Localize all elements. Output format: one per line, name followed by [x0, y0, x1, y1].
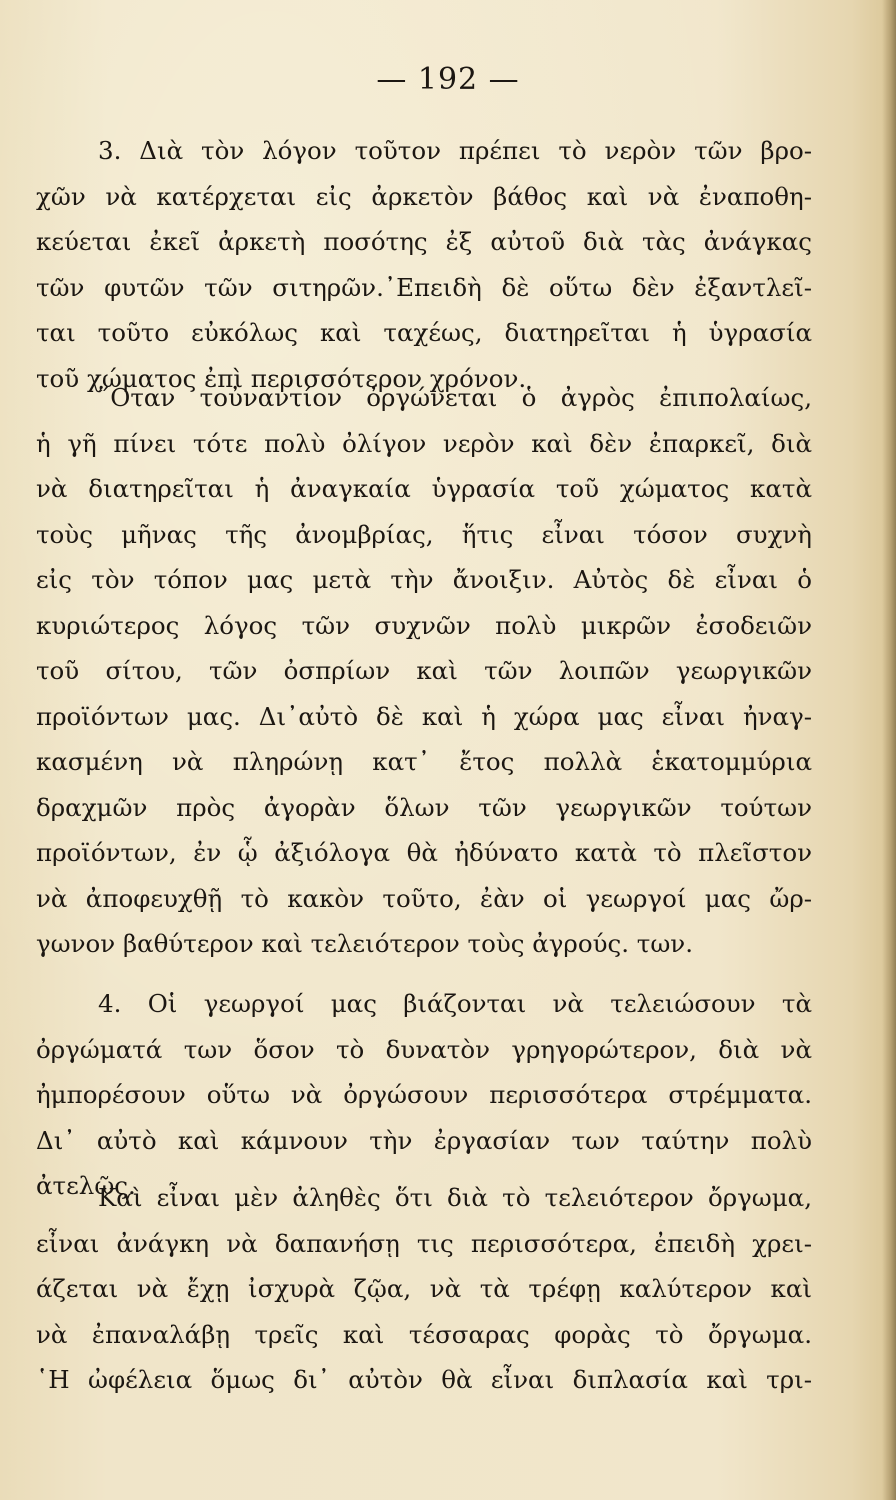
text-line: άζεται νὰ ἔχῃ ἰσχυρὰ ζῷα, νὰ τὰ τρέφῃ καλύτερον καὶ — [36, 1274, 812, 1303]
text-line: ἡ γῆ πίνει τότε πολὺ ὀλίγον νερὸν καὶ δὲν ἐπαρκεῖ, διὰ — [36, 428, 812, 458]
page-number: — 192 — — [376, 62, 520, 97]
text-line: κασμένη νὰ πληρώνῃ κατ᾿ ἔτος πολλὰ ἑκατομμύρια — [36, 747, 812, 776]
text-line: δραχμῶν πρὸς ἀγορὰν ὅλων τῶν γεωργικῶν τούτων — [36, 792, 812, 822]
text-line: τοῦ χώματος ἐπὶ περισσότερον χρόνον. — [36, 363, 527, 393]
text-line: ῾Η ὠφέλεια ὅμως δι᾿ αὐτὸν θὰ εἶναι διπλασία καὶ τρι- — [36, 1365, 812, 1394]
text-line: ὀργώματά των ὅσον τὸ δυνατὸν γρηγορώτερον, διὰ νὰ — [36, 1034, 812, 1064]
text-line: γωνον βαθύτερον καὶ τελειότερον τοὺς ἀγρούς. των. — [36, 929, 693, 958]
text-line: ται τοῦτο εὐκόλως καὶ ταχέως, διατηρεῖται ἡ ὑγρασία — [36, 318, 812, 347]
text-line: ῞Οταν τοὐναντίον ὀργώνεται ὁ ἀγρὸς ἐπιπολαίως, — [98, 383, 812, 412]
text-line: νὰ ἀποφευχθῇ τὸ κακὸν τοῦτο, ἐὰν οἱ γεωργοί μας ὤρ- — [36, 883, 812, 913]
text-line: 4. Οἱ γεωργοί μας βιάζονται νὰ τελειώσουν τὰ — [98, 989, 812, 1018]
text-line: Καὶ εἶναι μὲν ἀληθὲς ὅτι διὰ τὸ τελειότερον ὄργωμα, — [98, 1183, 812, 1212]
text-line: τοῦ σίτου, τῶν ὀσπρίων καὶ τῶν λοιπῶν γεωργικῶν — [36, 656, 812, 685]
text-line: εἰς τὸν τόπον μας μετὰ τὴν ἄνοιξιν. Αὐτὸς δὲ εἶναι ὁ — [36, 565, 812, 594]
text-line: κυριώτερος λόγος τῶν συχνῶν πολὺ μικρῶν ἐσοδειῶν — [36, 610, 812, 640]
text-line: τοὺς μῆνας τῆς ἀνομβρίας, ἥτις εἶναι τόσον συχνὴ — [36, 519, 812, 549]
text-line: χῶν νὰ κατέρχεται εἰς ἀρκετὸν βάθος καὶ νὰ ἐναποθη- — [36, 181, 812, 211]
text-line: Δι᾿ αὐτὸ καὶ κάμνουν τὴν ἐργασίαν των ταύτην πολὺ — [36, 1125, 812, 1155]
text-line: ἀτελῶς. — [36, 1171, 136, 1200]
text-line: τῶν φυτῶν τῶν σιτηρῶν.᾿Επειδὴ δὲ οὕτω δὲν ἐξαντλεῖ- — [36, 272, 812, 302]
text-line: 3. Διὰ τὸν λόγον τοῦτον πρέπει τὸ νερὸν τῶν βρο- — [98, 136, 812, 165]
page-edge-shadow — [882, 0, 896, 1500]
text-line: νὰ ἐπαναλάβῃ τρεῖς καὶ τέσσαρας φορὰς τὸ ὄργωμα. — [36, 1319, 812, 1349]
text-line: προϊόντων μας. Δι᾿αὐτὸ δὲ καὶ ἡ χώρα μας εἶναι ἠναγ- — [36, 701, 812, 731]
paragraph-kai — [36, 1175, 812, 1403]
text-line: εἶναι ἀνάγκη νὰ δαπανήσῃ τις περισσότερα, ἐπειδὴ χρει- — [36, 1228, 812, 1258]
text-line: κεύεται ἐκεῖ ἀρκετὴ ποσότης ἐξ αὐτοῦ διὰ τὰς ἀνάγκας — [36, 227, 812, 256]
text-line: ἠμπορέσουν οὕτω νὰ ὀργώσουν περισσότερα στρέμματα. — [36, 1080, 812, 1109]
text-line: προϊόντων, ἐν ᾧ ἀξιόλογα θὰ ἠδύνατο κατὰ τὸ πλεῖστον — [36, 838, 812, 867]
text-line: νὰ διατηρεῖται ἡ ἀναγκαία ὑγρασία τοῦ χώματος κατὰ — [36, 474, 812, 503]
paragraph-3 — [36, 128, 812, 401]
paragraph-otan — [36, 375, 812, 967]
